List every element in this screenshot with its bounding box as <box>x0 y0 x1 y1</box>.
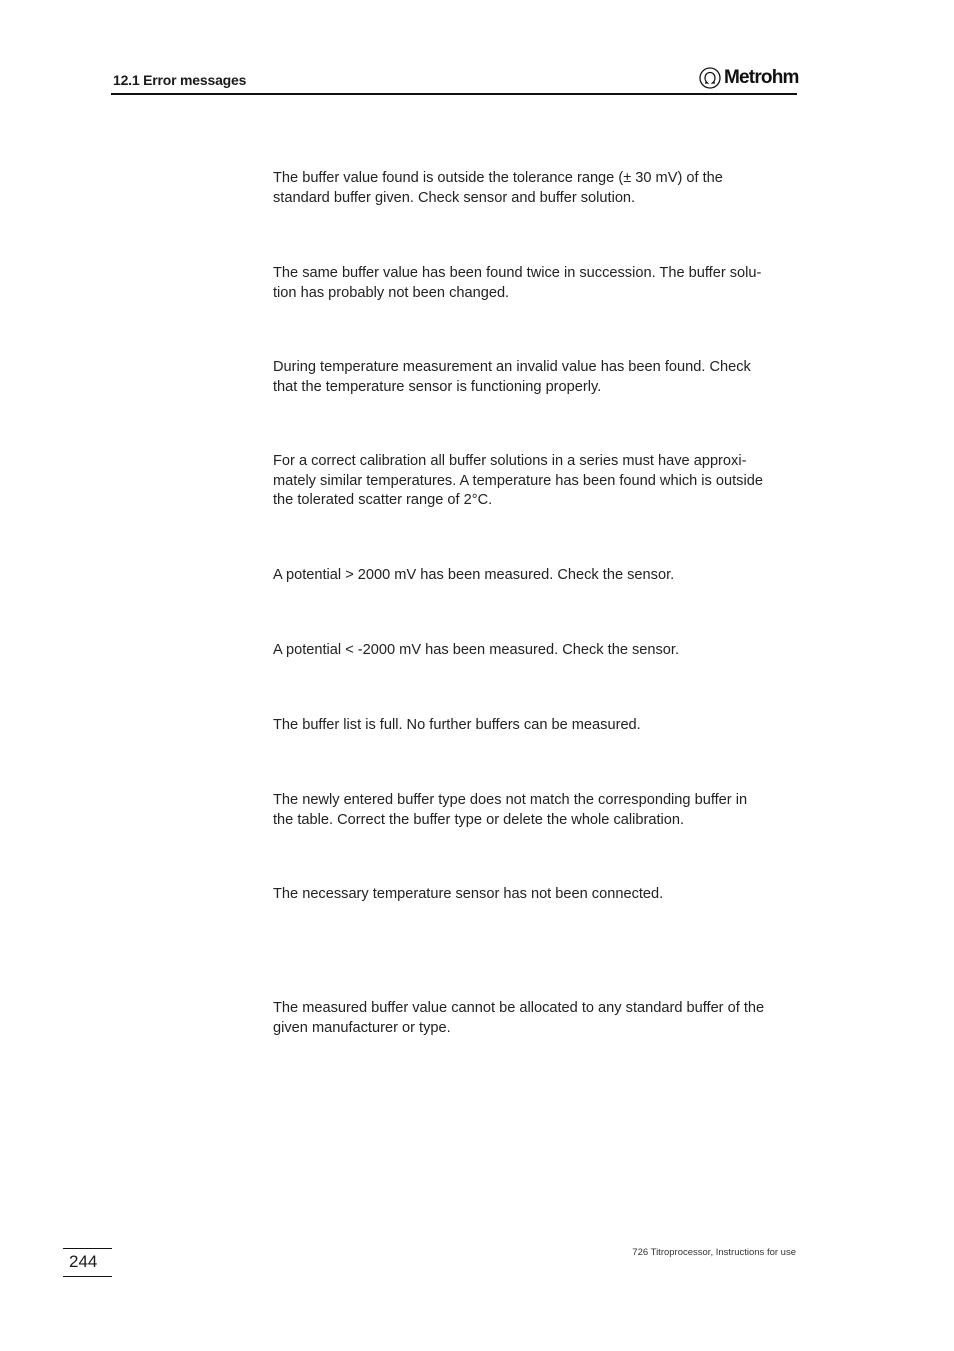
error-description-8 <box>273 791 801 830</box>
text-line: the tolerated scatter range of 2°C. <box>273 492 493 508</box>
text-line: The buffer value found is outside the tolerance range (± 30 mV) of the <box>273 170 723 186</box>
text-line: that the temperature sensor is functioning properly. <box>273 378 602 395</box>
text-line: The newly entered buffer type does not match the corresponding buffer in <box>273 792 748 808</box>
error-description-7 <box>273 716 801 736</box>
text-line: During temperature measurement an invalid value has been found. Check <box>273 359 751 375</box>
text-line: mately similar temperatures. A temperature has been found which is outside <box>273 472 763 489</box>
error-description-9 <box>273 885 801 905</box>
text-line: The necessary temperature sensor has not been connected. <box>273 886 664 902</box>
error-description-4 <box>273 452 801 511</box>
page-number-top-rule <box>63 1248 112 1249</box>
brand-logo <box>698 66 799 90</box>
error-description-5 <box>273 566 801 586</box>
text-line: The buffer list is full. No further buffers can be measured. <box>273 717 641 733</box>
text-line: For a correct calibration all buffer solutions in a series must have approxi- <box>273 453 747 469</box>
page-number-bottom-rule <box>63 1276 112 1277</box>
section-title: 12.1 Error messages <box>113 72 247 88</box>
text-line: the table. Correct the buffer type or delete the whole calibration. <box>273 811 685 828</box>
text-line: standard buffer given. Check sensor and buffer solution. <box>273 189 636 206</box>
text-line: The measured buffer value cannot be allocated to any standard buffer of the <box>273 1000 765 1016</box>
omega-logo-icon <box>698 67 722 89</box>
error-description-1 <box>273 169 801 208</box>
page-number: 244 <box>69 1252 98 1271</box>
error-description-3 <box>273 358 801 397</box>
brand-name: Metrohm <box>724 67 799 88</box>
error-description-2 <box>273 264 801 303</box>
text-line: The same buffer value has been found twice in succession. The buffer solu- <box>273 265 762 281</box>
header-divider <box>111 93 797 95</box>
error-description-10 <box>273 999 801 1038</box>
text-line: A potential < -2000 mV has been measured. Check the sensor. <box>273 642 680 658</box>
document-title: 726 Titroprocessor, Instructions for use <box>632 1247 796 1258</box>
error-description-6 <box>273 641 801 661</box>
text-line: A potential > 2000 mV has been measured. Check the sensor. <box>273 567 675 583</box>
text-line: tion has probably not been changed. <box>273 284 510 301</box>
text-line: given manufacturer or type. <box>273 1019 451 1036</box>
